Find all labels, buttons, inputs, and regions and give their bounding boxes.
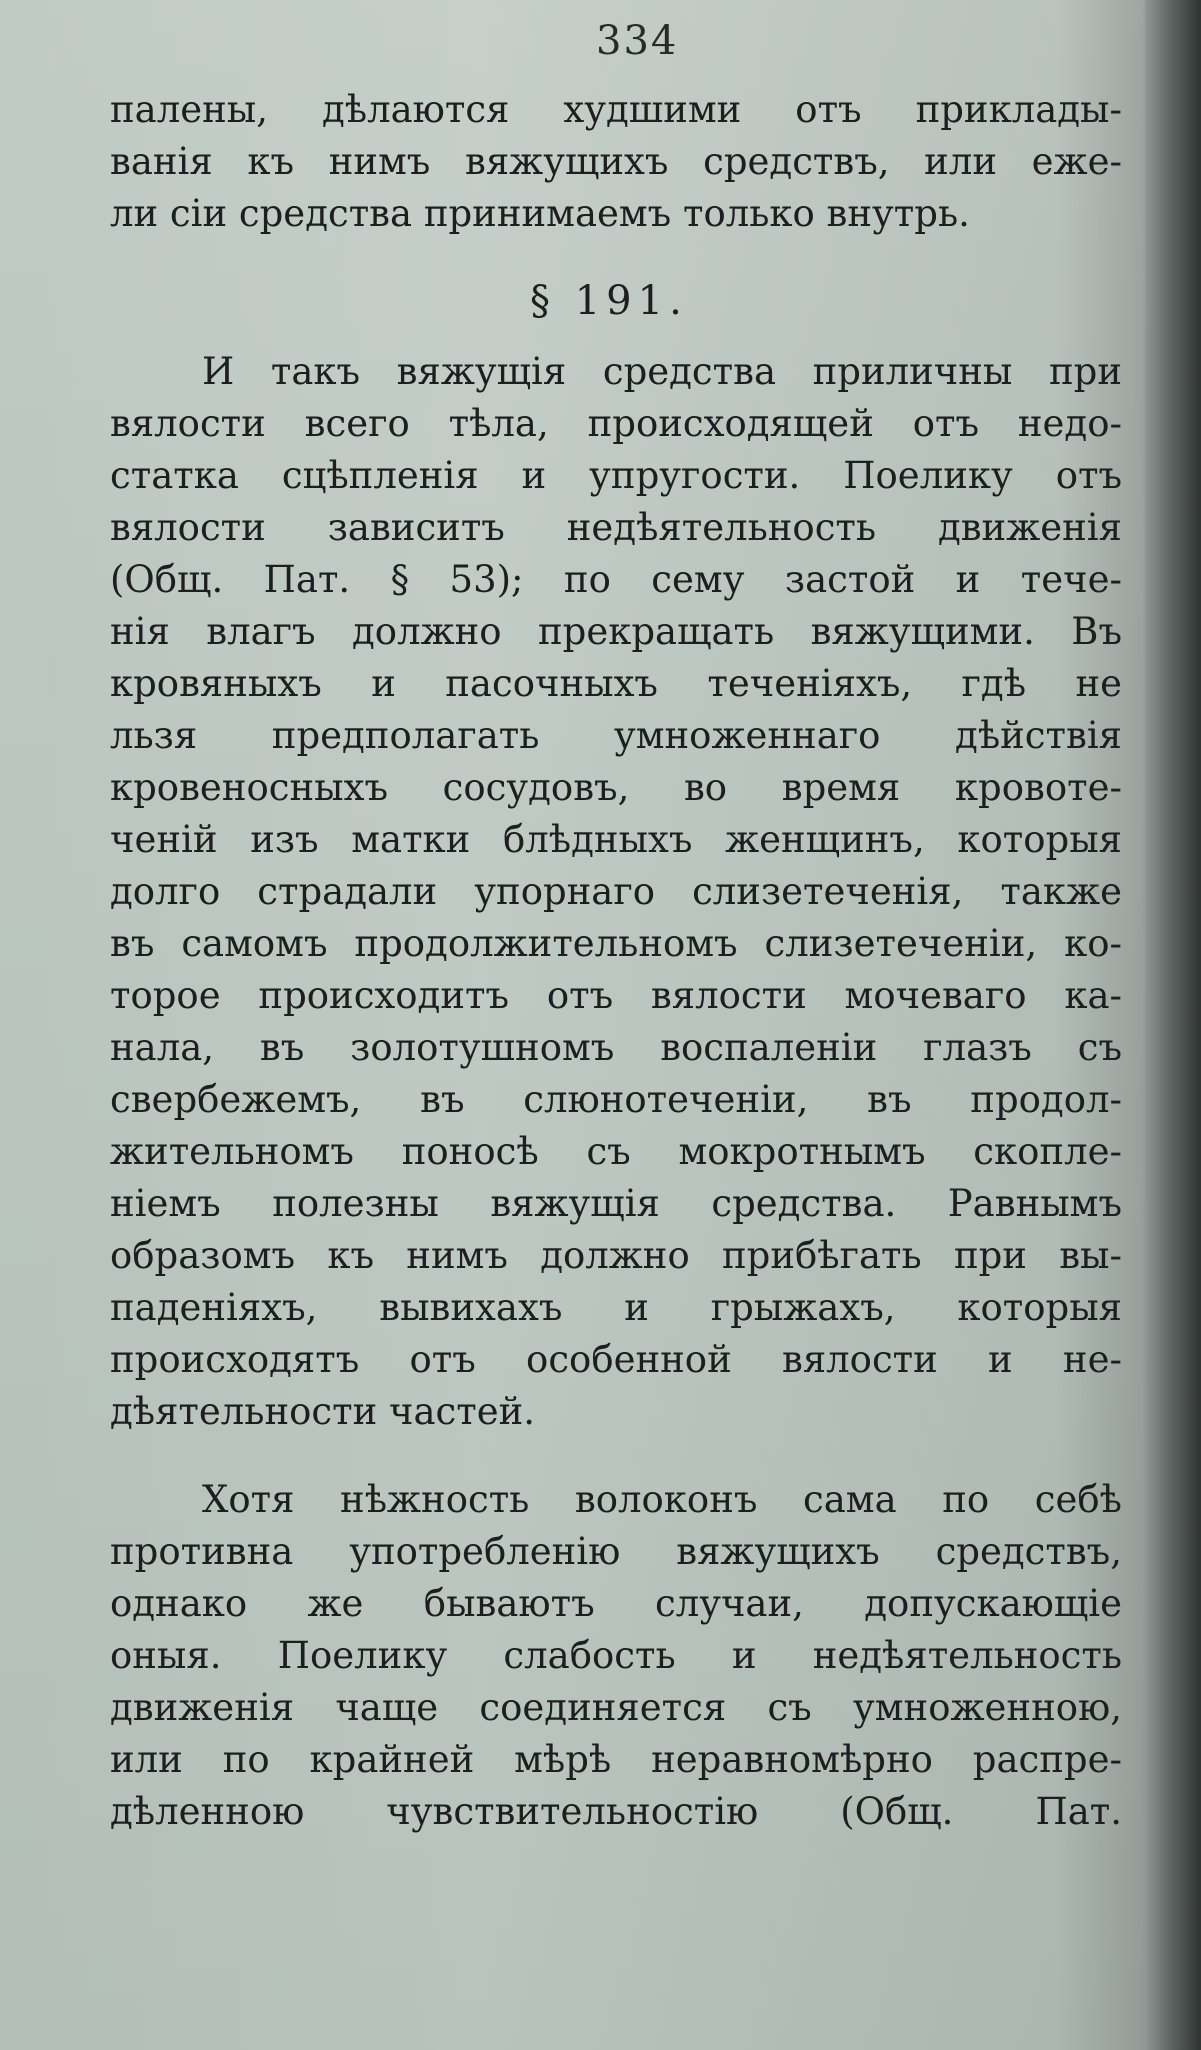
section-heading: § 191. <box>530 278 688 324</box>
paragraph-1 <box>110 346 1122 1438</box>
text-line: паденіяхъ, вывихахъ и грыжахъ, которыя <box>110 1286 1122 1329</box>
text-line: или по крайней мѣрѣ неравномѣрно распре- <box>110 1738 1122 1781</box>
text-line: ванія къ нимъ вяжущихъ средствъ, или еже- <box>110 140 1122 183</box>
text-line: свербежемъ, въ слюнотеченіи, въ продол- <box>110 1078 1122 1121</box>
text-line: Хотя нѣжность волоконъ сама по себѣ <box>202 1478 1122 1521</box>
paragraph-2 <box>110 1474 1122 1838</box>
text-line: ченій изъ матки блѣдныхъ женщинъ, которыя <box>110 818 1122 861</box>
text-line: торое происходитъ отъ вялости мочеваго ка- <box>110 974 1122 1017</box>
text-line: статка сцѣпленія и упругости. Поелику отъ <box>110 454 1122 497</box>
text-line: дѣятельности частей. <box>110 1390 536 1433</box>
text-line: однако же бываютъ случаи, допускающіе <box>110 1582 1122 1625</box>
text-line: кровеносныхъ сосудовъ, во время кровоте- <box>110 766 1122 809</box>
book-spine-shadow <box>1145 0 1201 2050</box>
text-line: вялости всего тѣла, происходящей отъ недо- <box>110 402 1122 445</box>
text-line: въ самомъ продолжительномъ слизетеченіи, ко- <box>110 922 1122 965</box>
page-number: 334 <box>596 18 679 64</box>
text-line: образомъ къ нимъ должно прибѣгать при вы- <box>110 1234 1122 1277</box>
text-line: противна употребленію вяжущихъ средствъ, <box>110 1530 1122 1573</box>
text-line: палены, дѣлаются худшими отъ приклады- <box>110 88 1122 131</box>
text-line: (Общ. Пат. § 53); по сему застой и тече- <box>110 558 1122 601</box>
text-line: нія влагъ должно прекращать вяжущими. Въ <box>110 610 1122 653</box>
text-line: оныя. Поелику слабость и недѣятельность <box>110 1634 1122 1677</box>
text-line: происходятъ отъ особенной вялости и не- <box>110 1338 1122 1381</box>
text-line: жительномъ поносѣ съ мокротнымъ скопле- <box>110 1130 1122 1173</box>
top-paragraph <box>110 84 1122 240</box>
text-line: дѣленною чувствительностію (Общ. Пат. <box>110 1790 1122 1833</box>
text-line: ніемъ полезны вяжущія средства. Равнымъ <box>110 1182 1122 1225</box>
text-line: долго страдали упорнаго слизетеченія, также <box>110 870 1122 913</box>
text-line: льзя предполагать умноженнаго дѣйствія <box>110 714 1122 757</box>
text-line: движенія чаще соединяется съ умноженною, <box>110 1686 1122 1729</box>
text-line: нала, въ золотушномъ воспаленіи глазъ съ <box>110 1026 1122 1069</box>
text-line: кровяныхъ и пасочныхъ теченіяхъ, гдѣ не <box>110 662 1122 705</box>
text-line: И такъ вяжущія средства приличны при <box>202 350 1122 393</box>
text-line: ли сіи средства принимаемъ только внутрь. <box>110 192 970 235</box>
text-line: вялости зависитъ недѣятельность движенія <box>110 506 1122 549</box>
